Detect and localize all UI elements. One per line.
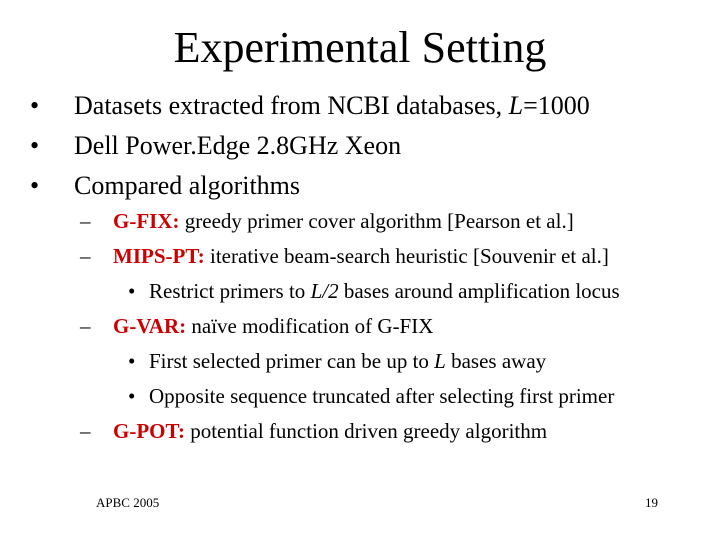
dash-bullet: – xyxy=(80,314,91,338)
sub-bullet-text: Opposite sequence truncated after selecting first primer xyxy=(149,384,615,408)
footer-page-number: 19 xyxy=(645,495,658,510)
footer-conference: APBC 2005 xyxy=(96,495,160,510)
slide-title: Experimental Setting xyxy=(173,23,547,72)
dash-bullet: – xyxy=(80,209,91,233)
bullet-dot: • xyxy=(30,91,40,120)
bullet-dot: • xyxy=(30,131,40,160)
algorithm-text: MIPS-PT: iterative beam-search heuristic [Souvenir et al.] xyxy=(113,244,609,268)
bullet-text: Compared algorithms xyxy=(74,171,301,200)
sub-bullet-dot: • xyxy=(128,349,136,373)
bullet-dot: • xyxy=(30,171,40,200)
algorithm-text: G-FIX: greedy primer cover algorithm [Pearson et al.] xyxy=(113,209,574,233)
sub-bullet-text: First selected primer can be up to L bases away xyxy=(149,349,547,373)
sub-bullet-dot: • xyxy=(128,279,136,303)
algorithm-text: G-POT: potential function driven greedy algorithm xyxy=(113,419,548,443)
bullet-text: Datasets extracted from NCBI databases, L=1000 xyxy=(74,91,590,120)
dash-bullet: – xyxy=(80,244,91,268)
bullet-text: Dell Power.Edge 2.8GHz Xeon xyxy=(74,131,402,160)
sub-bullet-text: Restrict primers to L/2 bases around amplification locus xyxy=(149,279,620,303)
algorithm-text: G-VAR: naïve modification of G-FIX xyxy=(113,314,434,338)
sub-bullet-dot: • xyxy=(128,384,136,408)
dash-bullet: – xyxy=(80,419,91,443)
